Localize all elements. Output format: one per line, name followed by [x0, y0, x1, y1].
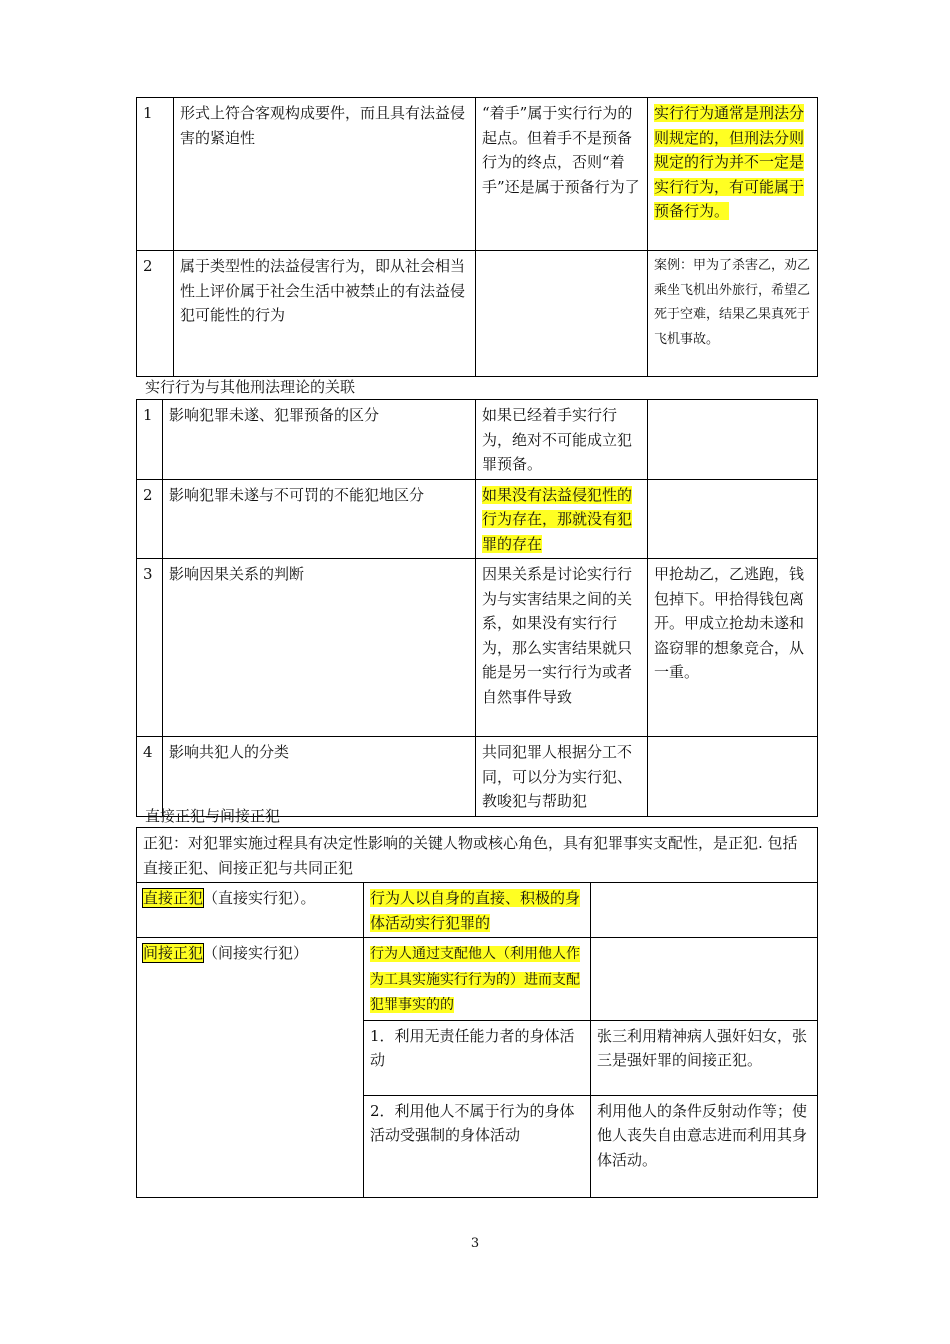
row-note: [476, 251, 648, 377]
table-row: [137, 559, 818, 737]
table-execution-features: [136, 97, 818, 377]
highlighted-text: 行为人通过支配他人（利用他人作为工具实施实行行为的）进而支配犯罪事实的的: [370, 946, 580, 1013]
indirect-example: 张三利用精神病人强奸妇女，张三是强奸罪的间接正犯。: [591, 1020, 818, 1095]
row-number: 2: [137, 479, 163, 559]
row-remark: [648, 98, 818, 251]
row-note: “着手”属于实行行为的起点。但着手不是预备行为的终点，否则“着手”还是属于预备行为了: [476, 98, 648, 251]
row-remark: [648, 737, 818, 817]
indirect-example: 利用他人的条件反射动作等；使他人丧失自由意志进而利用其身体活动。: [591, 1095, 818, 1197]
highlighted-text: 实行行为通常是刑法分则规定的，但刑法分则规定的行为并不一定是实行行为，有可能属于预备行为。: [654, 104, 805, 220]
highlighted-text: 如果没有法益侵犯性的行为存在，那就没有犯罪的存在: [482, 485, 633, 553]
row-note: 如果已经着手实行行为，绝对不可能成立犯罪预备。: [476, 400, 648, 480]
row-description: 影响犯罪未遂、犯罪预备的区分: [163, 400, 476, 480]
row-number: 3: [137, 559, 163, 737]
row-remark: [648, 400, 818, 480]
table-row: [137, 828, 818, 883]
row-note: [476, 479, 648, 559]
direct-principal-term: [137, 883, 364, 938]
row-number: 1: [137, 98, 174, 251]
table-row: [137, 400, 818, 480]
term-highlight: 直接正犯: [143, 889, 204, 907]
term-highlight: 间接正犯: [143, 944, 204, 962]
row-number: 1: [137, 400, 163, 480]
row-note: 因果关系是讨论实行行为与实害结果之间的关系，如果没有实行行为，那么实害结果就只能是另一实行行为或者自然事件导致: [476, 559, 648, 737]
row-description: 影响因果关系的判断: [163, 559, 476, 737]
table-related-theories: [136, 399, 818, 817]
row-remark: 案例：甲为了杀害乙，劝乙乘坐飞机出外旅行，希望乙死于空难，结果乙果真死于飞机事故。: [648, 251, 818, 377]
table-row: [137, 737, 818, 817]
table-row: [137, 938, 818, 1021]
row-remark: [648, 479, 818, 559]
indirect-principal-definition: [364, 938, 591, 1021]
row-remark: 甲抢劫乙，乙逃跑，钱包掉下。甲拾得钱包离开。甲成立抢劫未遂和盗窃罪的想象竞合，从一重。: [648, 559, 818, 737]
table-row: [137, 251, 818, 377]
empty-cell: [591, 883, 818, 938]
row-description: 属于类型性的法益侵害行为，即从社会相当性上评价属于社会生活中被禁止的有法益侵犯可能性的行为: [174, 251, 476, 377]
row-description: 影响共犯人的分类: [163, 737, 476, 817]
term-alias: （间接实行犯）: [203, 944, 309, 962]
page-number: 3: [470, 1236, 480, 1251]
indirect-method: 2．利用他人不属于行为的身体活动受强制的身体活动: [364, 1095, 591, 1197]
empty-cell: [591, 938, 818, 1021]
direct-principal-definition: [364, 883, 591, 938]
indirect-method: 1．利用无责任能力者的身体活动: [364, 1020, 591, 1095]
table-principal-offenders: [136, 827, 818, 1198]
row-note: 共同犯罪人根据分工不同，可以分为实行犯、教唆犯与帮助犯: [476, 737, 648, 817]
term-alias: （直接实行犯）。: [203, 889, 316, 907]
row-description: 影响犯罪未遂与不可罚的不能犯地区分: [163, 479, 476, 559]
table-row: [137, 883, 818, 938]
row-number: 4: [137, 737, 163, 817]
indirect-principal-term: [137, 938, 364, 1198]
row-number: 2: [137, 251, 174, 377]
section-caption: 直接正犯与间接正犯: [145, 807, 281, 825]
table-row: [137, 479, 818, 559]
definition-header: 正犯：对犯罪实施过程具有决定性影响的关键人物或核心角色，具有犯罪事实支配性，是正犯. 包括直接正犯、间接正犯与共同正犯: [137, 828, 818, 883]
highlighted-text: 行为人以自身的直接、积极的身体活动实行犯罪的: [370, 889, 581, 932]
section-caption: 实行行为与其他刑法理论的关联: [145, 378, 356, 396]
table-row: [137, 98, 818, 251]
row-description: 形式上符合客观构成要件，而且具有法益侵害的紧迫性: [174, 98, 476, 251]
